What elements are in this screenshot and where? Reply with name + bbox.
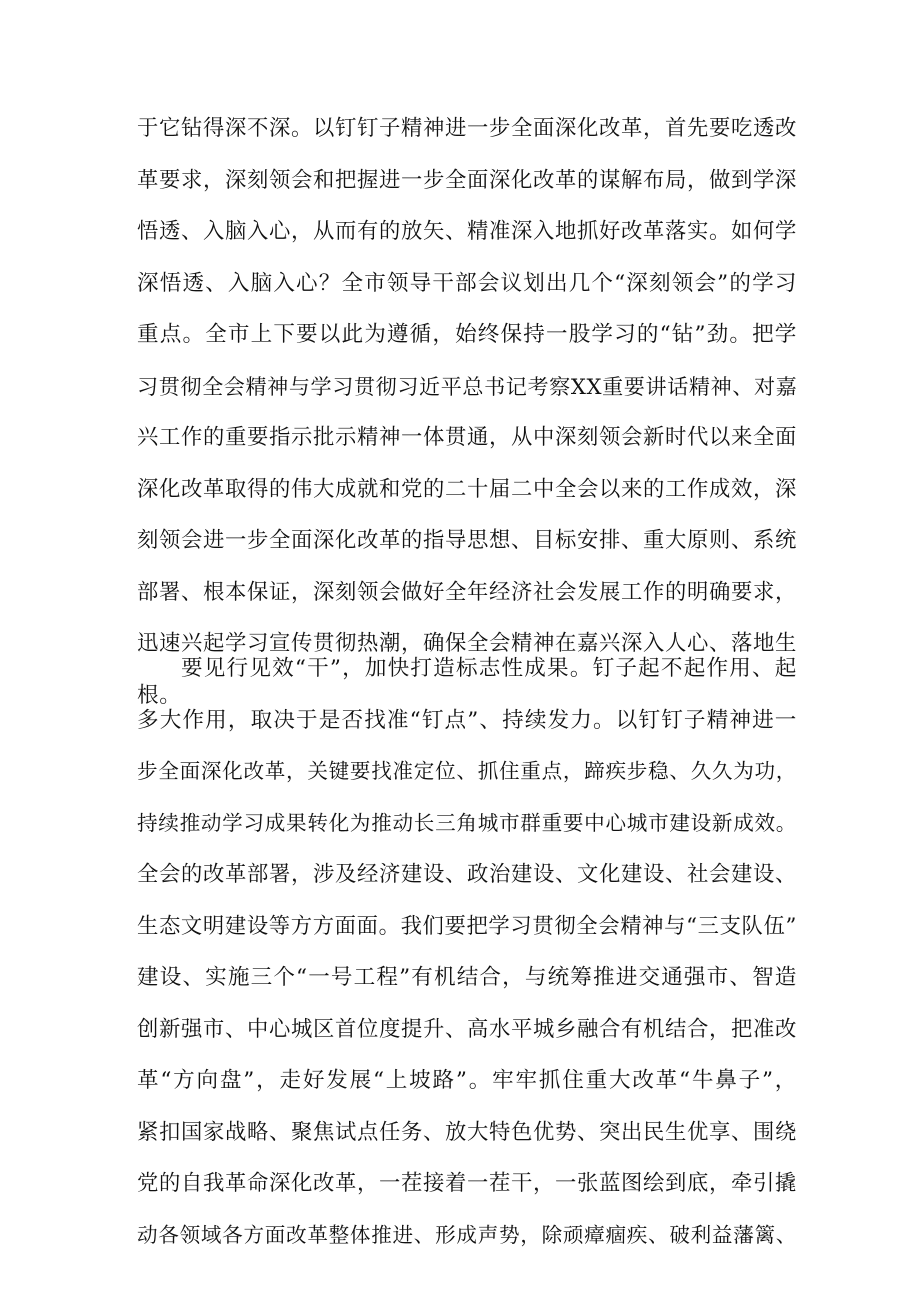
text-line: 革“方向盘”，走好发展“上坡路”。牢牢抓住重大改革“牛鼻子”，: [137, 1068, 797, 1093]
text-line: 深化改革取得的伟大成就和党的二十届二中全会以来的工作成效，深: [137, 476, 797, 502]
text-line: 深悟透、入脑入心？全市领导干部会议划出几个“深刻领会”的学习: [137, 270, 797, 296]
text-line: 持续推动学习成果转化为推动长三角城市群重要中心城市建设新成效。: [137, 810, 797, 835]
text-line: 悟透、入脑入心，从而有的放矢、精准深入地抓好改革落实。如何学: [137, 219, 797, 244]
text-line: 革要求，深刻领会和把握进一步全面深化改革的谋解布局，做到学深: [137, 167, 797, 193]
text-line: 创新强市、中心城区首位度提升、高水平城乡融合有机结合，把准改: [137, 1016, 797, 1042]
text-line: 多大作用，取决于是否找准“钉点”、持续发力。以钉钉子精神进一: [137, 707, 797, 733]
text-line: 重点。全市上下要以此为遵循，始终保持一股学习的“钻”劲。把学: [137, 322, 797, 347]
text-line: 根。: [137, 682, 182, 708]
text-line: 全会的改革部署，涉及经济建设、政治建设、文化建设、社会建设、: [137, 862, 797, 887]
text-line: 要见行见效“干”，加快打造标志性成果。钉子起不起作用、起: [181, 656, 797, 681]
paragraph-study-deeply: [137, 103, 797, 721]
text-line: 建设、实施三个“一号工程”有机结合，与统筹推进交通强市、智造: [137, 965, 797, 990]
text-line: 生态文明建设等方方面面。我们要把学习贯彻全会精神与“三支队伍”: [137, 913, 797, 939]
paragraph-take-action: [137, 643, 797, 1261]
text-line: 刻领会进一步全面深化改革的指导思想、目标安排、重大原则、系统: [137, 528, 797, 553]
text-line: 兴工作的重要指示批示精神一体贯通，从中深刻领会新时代以来全面: [137, 425, 797, 450]
text-line: 部署、根本保证，深刻领会做好全年经济社会发展工作的明确要求，: [137, 579, 797, 605]
text-line: 党的自我革命深化改革，一茬接着一茬干，一张蓝图绘到底，牵引撬: [137, 1171, 797, 1196]
text-line: 迅速兴起学习宣传贯彻热潮，确保全会精神在嘉兴深入人心、落地生: [137, 631, 797, 656]
text-line: 习贯彻全会精神与学习贯彻习近平总书记考察XX重要讲话精神、对嘉: [137, 373, 798, 399]
text-line: 步全面深化改革，关键要找准定位、抓住重点，蹄疾步稳、久久为功，: [137, 759, 797, 783]
text-line: 紧扣国家战略、聚焦试点任务、放大特色优势、突出民生优享、围绕: [137, 1119, 797, 1145]
text-line: 动各领域各方面改革整体推进、形成声势，除顽瘴痼疾、破利益藩篱、: [137, 1222, 797, 1247]
text-line: 于它钻得深不深。以钉钉子精神进一步全面深化改革，首先要吃透改: [137, 116, 797, 141]
